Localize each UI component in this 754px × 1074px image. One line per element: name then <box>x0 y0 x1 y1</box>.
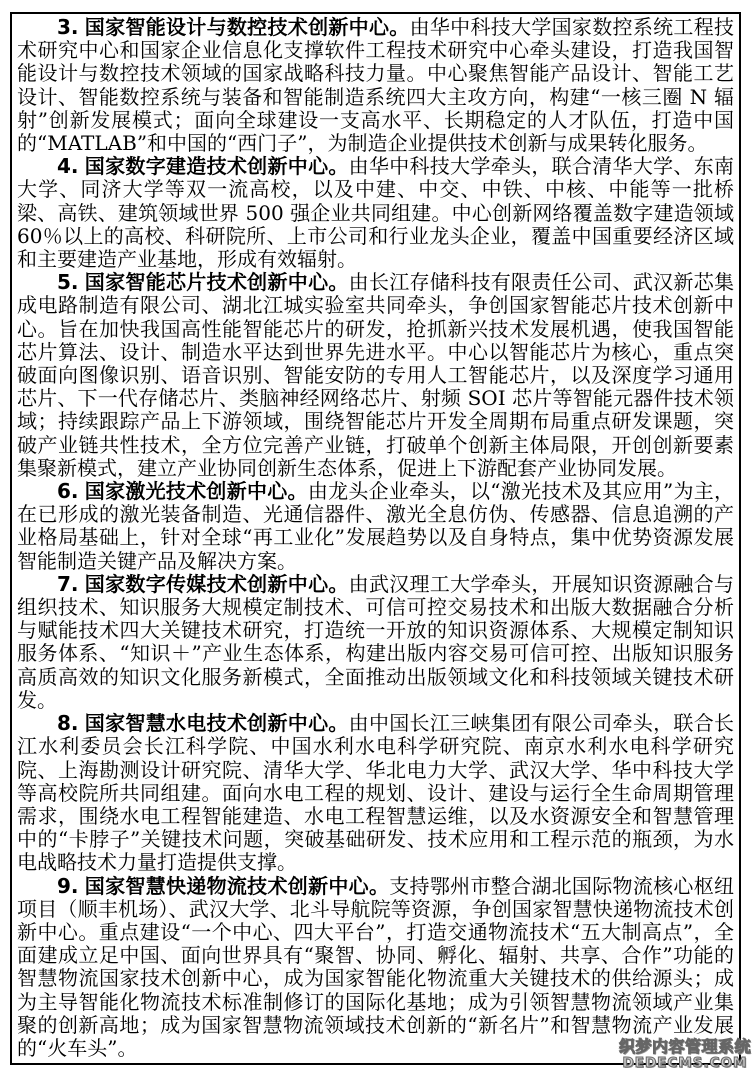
paragraph-8-body: 由中国长江三峡集团有限公司牵头，联合长江水利委员会长江科学院、中国水利水电科学研究院、南京水利水电科学研究院、上海勘测设计研究院、清华大学、华北电力大学、武汉大学、华中科技大学等高校院所共同组建。面向水电工程的规划、设计、建设与运行全生命周期管理需求，围绕水电工程智能建造、水电工程智慧运维，以及水资源安全和智慧管理中的“卡脖子”关键技术问题，突破基础研发、技术应用和工程示范的瓶颈，为水电战略技术力量打造提供支撑。 <box>17 711 735 875</box>
paragraph-9-title: 国家智慧快递物流技术创新中心。 <box>84 873 390 898</box>
paragraph-4-number: 4. <box>57 154 79 179</box>
paragraph-4-title: 国家数字建造技术创新中心。 <box>84 154 349 179</box>
document-content <box>17 16 734 1060</box>
paragraph-7-title: 国家数字传媒技术创新中心。 <box>84 571 349 596</box>
dedecms-watermark <box>619 1039 751 1070</box>
paragraph-7-number: 7. <box>57 571 79 596</box>
paragraph-3-body: 由华中科技大学国家数控系统工程技术研究中心和国家企业信息化支撑软件工程技术研究中心牵头建设，打造我国智能设计与数控技术领域的国家战略科技力量。中心聚焦智能产品设计、智能工艺设计、智能数控系统与装备和智能制造系统四大主攻方向，构建“一核三圈 N 辐射”创新发展模式；面向全球建设一支高水平、长期稳定的人才队伍，打造中国的“MATLAB”和中国的“西门子”，为制造企业提供技术创新与成果转化服务。 <box>17 15 735 156</box>
paragraph-9-body: 支持鄂州市整合湖北国际物流核心枢纽项目（顺丰机场）、武汉大学、北斗导航院等资源，争创国家智慧快递物流技术创新中心。重点建设“一个中心、四大平台”，打造交通物流技术“五大制高点”，全面建成立足中国、面向世界具有“聚智、协同、孵化、辐射、共享、合作”功能的智慧物流国家技术创新中心，成为国家智能化物流重大关键技术的供给源头；成为主导智能化物流技术标准制修订的国际化基地；成为引领智慧物流领域产业集聚的创新高地；成为国家智慧物流领域技术创新的“新名片”和智慧物流产业发展的“火车头”。 <box>17 873 735 1060</box>
document-page-frame <box>10 12 741 1065</box>
paragraph-6-number: 6. <box>57 479 79 504</box>
paragraph-5-number: 5. <box>57 270 79 295</box>
paragraph-9-number: 9. <box>57 873 79 898</box>
paragraph-6 <box>17 480 734 573</box>
paragraph-6-body: 由龙头企业牵头，以“激光技术及其应用”为主，在已形成的激光装备制造、光通信器件、激光全息仿伪、传感器、信息追溯的产业格局基础上，针对全球“再工业化”发展趋势以及自身特点，集中优势资源发展智能制造关键产品及解决方案。 <box>17 479 735 573</box>
paragraph-3-title: 国家智能设计与数控技术创新中心。 <box>84 15 410 39</box>
paragraph-5 <box>17 271 734 480</box>
paragraph-5-body: 由长江存储科技有限责任公司、武汉新芯集成电路制造有限公司、湖北江城实验室共同牵头，争创国家智能芯片技术创新中心。旨在加快我国高性能智能芯片的研发，抢抓新兴技术发展机遇，使我国智能芯片算法、设计、制造水平达到世界先进水平。中心以智能芯片为核心，重点突破面向图像识别、语音识别、智能安防的专用人工智能芯片，以及深度学习通用芯片、下一代存储芯片、类脑神经网络芯片、射频 SOI 芯片等智能元器件技术领域；持续跟踪产品上下游领域，围绕智能芯片开发全周期布局重点研发课题，突破产业链共性技术，全方位完善产业链，打破单个创新主体局限，开创创新要素集聚新模式，建立产业协同创新生态体系，促进上下游配套产业协同发展。 <box>17 270 735 480</box>
watermark-text-en: DEDECMS.COM <box>622 1054 748 1071</box>
paragraph-4 <box>17 155 734 271</box>
paragraph-3-number: 3. <box>57 15 79 39</box>
paragraph-8 <box>17 712 734 874</box>
paragraph-9 <box>17 875 734 1061</box>
watermark-text-cn: 织梦内容管理系统 <box>618 1037 751 1057</box>
paragraph-4-body: 由华中科技大学牵头，联合清华大学、东南大学、同济大学等双一流高校，以及中建、中交、中铁、中核、中能等一批桥梁、高铁、建筑领域世界 500 强企业共同组建。中心创新网络覆盖数字建造领域 60％以上的高校、科研院所、上市公司和行业龙头企业，覆盖中国重要经济区域和主要建造产业基地，形成有效辐射。 <box>17 154 735 272</box>
paragraph-6-title: 国家激光技术创新中心。 <box>84 479 308 504</box>
paragraph-5-title: 国家智能芯片技术创新中心。 <box>84 270 349 295</box>
paragraph-7 <box>17 573 734 712</box>
paragraph-8-title: 国家智慧水电技术创新中心。 <box>84 711 349 736</box>
paragraph-3 <box>17 16 734 155</box>
paragraph-7-body: 由武汉理工大学牵头，开展知识资源融合与组织技术、知识服务大规模定制技术、可信可控交易技术和出版大数据融合分析与赋能技术四大关键技术研究，打造统一开放的知识资源体系、大规模定制知识服务体系、“知识＋”产业生态体系，构建出版内容交易可信可控、出版知识服务高质高效的知识文化服务新模式，全面推动出版领域文化和科技领域关键技术研发。 <box>17 571 735 712</box>
paragraph-8-number: 8. <box>57 711 79 736</box>
